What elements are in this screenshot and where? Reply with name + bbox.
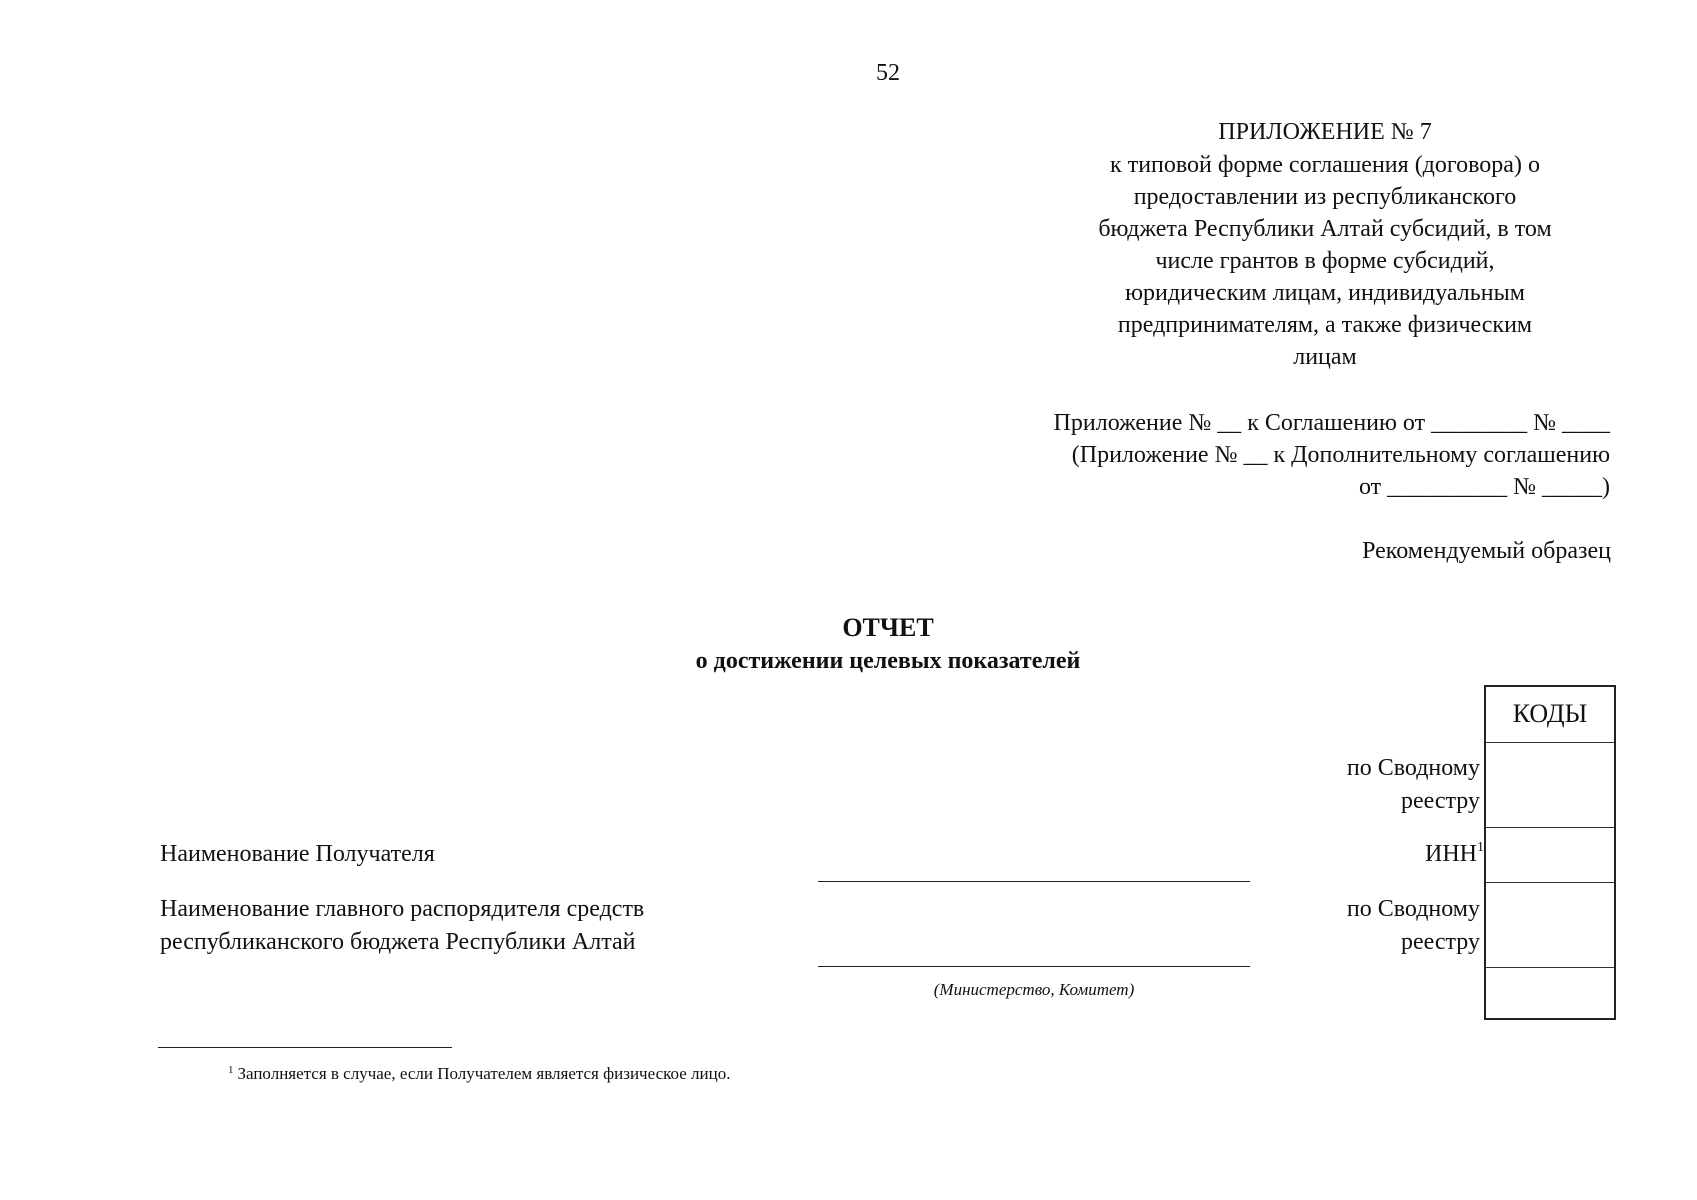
registry-label-1 — [1347, 752, 1480, 818]
appendix-line: к типовой форме соглашения (договора) о — [1110, 152, 1540, 178]
appendix-title: ПРИЛОЖЕНИЕ № 7 — [1218, 119, 1432, 145]
registry-label-1-line-2: реестру — [1400, 788, 1480, 814]
registry-code-cell-1[interactable] — [1486, 743, 1614, 828]
codes-header: КОДЫ — [1486, 687, 1614, 743]
inn-code-cell[interactable] — [1486, 828, 1614, 883]
manager-name-label-line-2: республиканского бюджета Республики Алтай — [160, 929, 636, 955]
report-title: ОТЧЕТ — [842, 613, 934, 642]
appendix-line: предпринимателям, а также физическим — [1117, 312, 1533, 338]
appendix-line: числе грантов в форме субсидий, — [1155, 248, 1495, 274]
registry-label-2 — [1347, 893, 1480, 959]
recommended-sample-label: Рекомендуемый образец — [1362, 538, 1611, 564]
inn-label — [1425, 838, 1484, 871]
registry-label-2-line-2: реестру — [1400, 929, 1480, 955]
footnote — [228, 1062, 730, 1086]
recipient-name-label: Наименование Получателя — [160, 841, 435, 867]
footnote-text: Заполняется в случае, если Получателем является физическое лицо. — [237, 1064, 731, 1083]
page-number: 52 — [876, 60, 900, 86]
appendix-line: предоставлении из республиканского — [1133, 184, 1517, 210]
agreement-line-3: от __________ № _____) — [1358, 474, 1610, 500]
manager-name-label-line-1: Наименование главного распорядителя средств — [160, 896, 645, 922]
appendix-line: бюджета Республики Алтай субсидий, в том — [1098, 216, 1552, 242]
agreement-line-2: (Приложение № __ к Дополнительному соглашению — [1071, 442, 1610, 468]
manager-name-label — [160, 893, 644, 959]
extra-code-cell[interactable] — [1486, 968, 1614, 1018]
recipient-name-field[interactable] — [818, 881, 1250, 882]
registry-label-2-line-1: по Сводному — [1346, 896, 1480, 922]
manager-name-field[interactable] — [818, 966, 1250, 967]
inn-label-text: ИНН — [1425, 841, 1477, 867]
footnote-divider — [158, 1047, 452, 1048]
registry-label-1-line-1: по Сводному — [1346, 755, 1480, 781]
codes-table — [1484, 685, 1616, 1020]
inn-footnote-mark: 1 — [1477, 840, 1484, 855]
agreement-reference — [900, 407, 1610, 503]
appendix-line: лицам — [1293, 344, 1357, 370]
agreement-line-1: Приложение № __ к Соглашению от ________ № ____ — [1053, 410, 1610, 436]
footnote-mark: 1 — [228, 1064, 234, 1076]
manager-field-caption: (Министерство, Комитет) — [933, 980, 1135, 999]
registry-code-cell-2[interactable] — [1486, 883, 1614, 968]
appendix-line: юридическим лицам, индивидуальным — [1125, 280, 1525, 306]
report-subtitle: о достижении целевых показателей — [695, 648, 1081, 674]
appendix-header — [1060, 115, 1590, 373]
